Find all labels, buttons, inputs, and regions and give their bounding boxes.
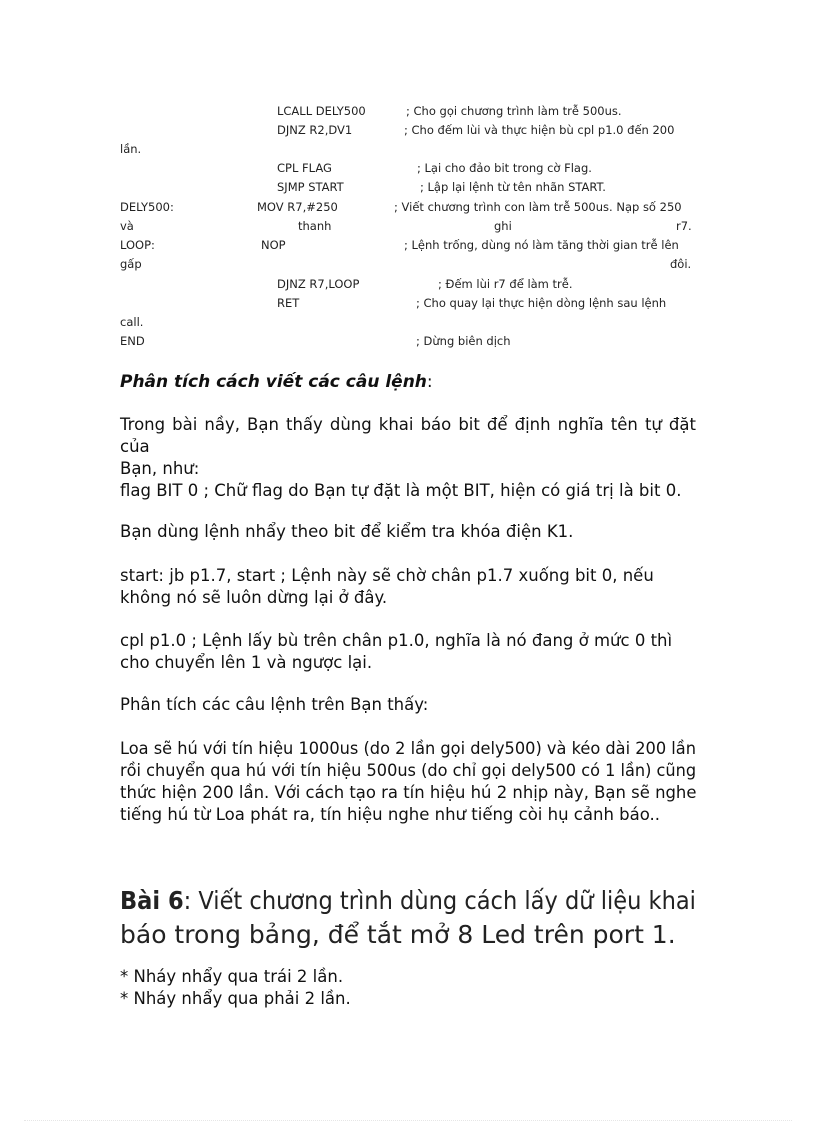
bullet-item: * Nháy nhẩy qua phải 2 lần. — [120, 989, 351, 1008]
paragraph-line: start: jb p1.7, start ; Lệnh này sẽ chờ chân p1.7 xuống bit 0, nếu — [120, 566, 654, 585]
analysis-heading-colon: : — [426, 372, 433, 392]
code-instruction: RET — [277, 296, 300, 310]
code-line — [120, 219, 696, 237]
paragraph — [120, 521, 696, 543]
code-comment: ; Đếm lùi r7 để làm trễ. — [438, 277, 573, 291]
code-line — [120, 257, 696, 275]
paragraph-line: tiếng hú từ Loa phát ra, tín hiệu nghe như tiếng còi hụ cảnh báo.. — [120, 805, 661, 824]
code-comment: ; Lại cho đảo bit trong cờ Flag. — [417, 161, 592, 175]
analysis-heading — [120, 372, 433, 392]
code-instruction: SJMP START — [277, 180, 344, 194]
paragraph — [120, 565, 696, 609]
code-instruction: DJNZ R2,DV1 — [277, 123, 353, 137]
code-comment-word: ghi — [494, 219, 512, 233]
exercise-heading — [120, 884, 696, 952]
code-comment-word: gấp — [120, 257, 142, 271]
exercise-heading-line — [120, 884, 696, 918]
code-instruction: NOP — [261, 238, 286, 252]
code-comment: ; Viết chương trình con làm trễ 500us. Nạp số 250 — [394, 200, 682, 214]
code-line — [120, 296, 696, 314]
code-line — [120, 104, 696, 122]
paragraph-line: Bạn dùng lệnh nhẩy theo bit để kiểm tra khóa điện K1. — [120, 522, 574, 541]
analysis-heading-text: Phân tích cách viết các câu lệnh — [120, 372, 427, 392]
paragraph-line: Bạn, như: — [120, 459, 200, 478]
paragraph-line: không nó sẽ luôn dừng lại ở đây. — [120, 588, 388, 607]
code-comment-continuation: call. — [120, 315, 144, 329]
page-footer-divider — [24, 1120, 792, 1121]
paragraph-line: cho chuyển lên 1 và ngược lại. — [120, 653, 373, 672]
code-instruction: CPL FLAG — [277, 161, 332, 175]
code-comment: ; Cho quay lại thực hiện dòng lệnh sau lệnh — [416, 296, 667, 310]
code-line — [120, 161, 696, 179]
code-instruction: MOV R7,#250 — [257, 200, 338, 214]
code-comment-word: và — [120, 219, 134, 233]
code-line — [120, 238, 696, 256]
code-comment-continuation: lần. — [120, 142, 142, 156]
code-label: END — [120, 334, 145, 348]
paragraph-line: rồi chuyển qua hú với tín hiệu 500us (do chỉ gọi dely500 có 1 lần) cũng — [120, 761, 697, 780]
exercise-title-line: : Viết chương trình dùng cách lấy dữ liệu khai — [183, 886, 696, 915]
paragraph-line: thức hiện 200 lần. Với cách tạo ra tín hiệu hú 2 nhịp này, Bạn sẽ nghe — [120, 783, 697, 802]
code-comment-word: r7. — [676, 219, 692, 233]
code-line — [120, 180, 696, 198]
code-instruction: DJNZ R7,LOOP — [277, 277, 360, 291]
bullet-item: * Nháy nhẩy qua trái 2 lần. — [120, 967, 344, 986]
code-line — [120, 277, 696, 295]
code-listing — [120, 104, 696, 360]
paragraph-line: flag BIT 0 ; Chữ flag do Bạn tự đặt là một BIT, hiện có giá trị là bit 0. — [120, 481, 682, 500]
code-comment: ; Cho đếm lùi và thực hiện bù cpl p1.0 đến 200 — [404, 123, 675, 137]
code-comment-word: thanh — [298, 219, 332, 233]
paragraph — [120, 414, 696, 480]
exercise-label: Bài 6 — [120, 886, 184, 915]
code-line — [120, 142, 696, 160]
code-comment-word: đôi. — [670, 257, 692, 271]
paragraph-line: Phân tích các câu lệnh trên Bạn thấy: — [120, 695, 429, 714]
code-instruction: LCALL DELY500 — [277, 104, 366, 118]
code-line — [120, 200, 696, 218]
code-label: DELY500: — [120, 200, 174, 214]
code-label: LOOP: — [120, 238, 155, 252]
paragraph — [120, 694, 696, 716]
code-line — [120, 315, 696, 333]
exercise-title-line: báo trong bảng, để tắt mở 8 Led trên port 1. — [120, 920, 676, 949]
paragraph — [120, 630, 696, 674]
code-comment: ; Lệnh trống, dùng nó làm tăng thời gian trễ lên — [404, 238, 679, 252]
code-comment: ; Lập lại lệnh từ tên nhãn START. — [420, 180, 606, 194]
code-comment: ; Dừng biên dịch — [416, 334, 511, 348]
code-line — [120, 334, 696, 352]
paragraph — [120, 480, 696, 502]
paragraph-line: Trong bài nầy, Bạn thấy dùng khai báo bit để định nghĩa tên tự đặt của — [120, 415, 696, 456]
paragraph — [120, 738, 696, 826]
exercise-bullets — [120, 966, 351, 1010]
code-comment: ; Cho gọi chương trình làm trễ 500us. — [406, 104, 622, 118]
paragraph-line: cpl p1.0 ; Lệnh lấy bù trên chân p1.0, nghĩa là nó đang ở mức 0 thì — [120, 631, 673, 650]
paragraph-line: Loa sẽ hú với tín hiệu 1000us (do 2 lần gọi dely500) và kéo dài 200 lần — [120, 739, 696, 758]
code-line — [120, 123, 696, 141]
